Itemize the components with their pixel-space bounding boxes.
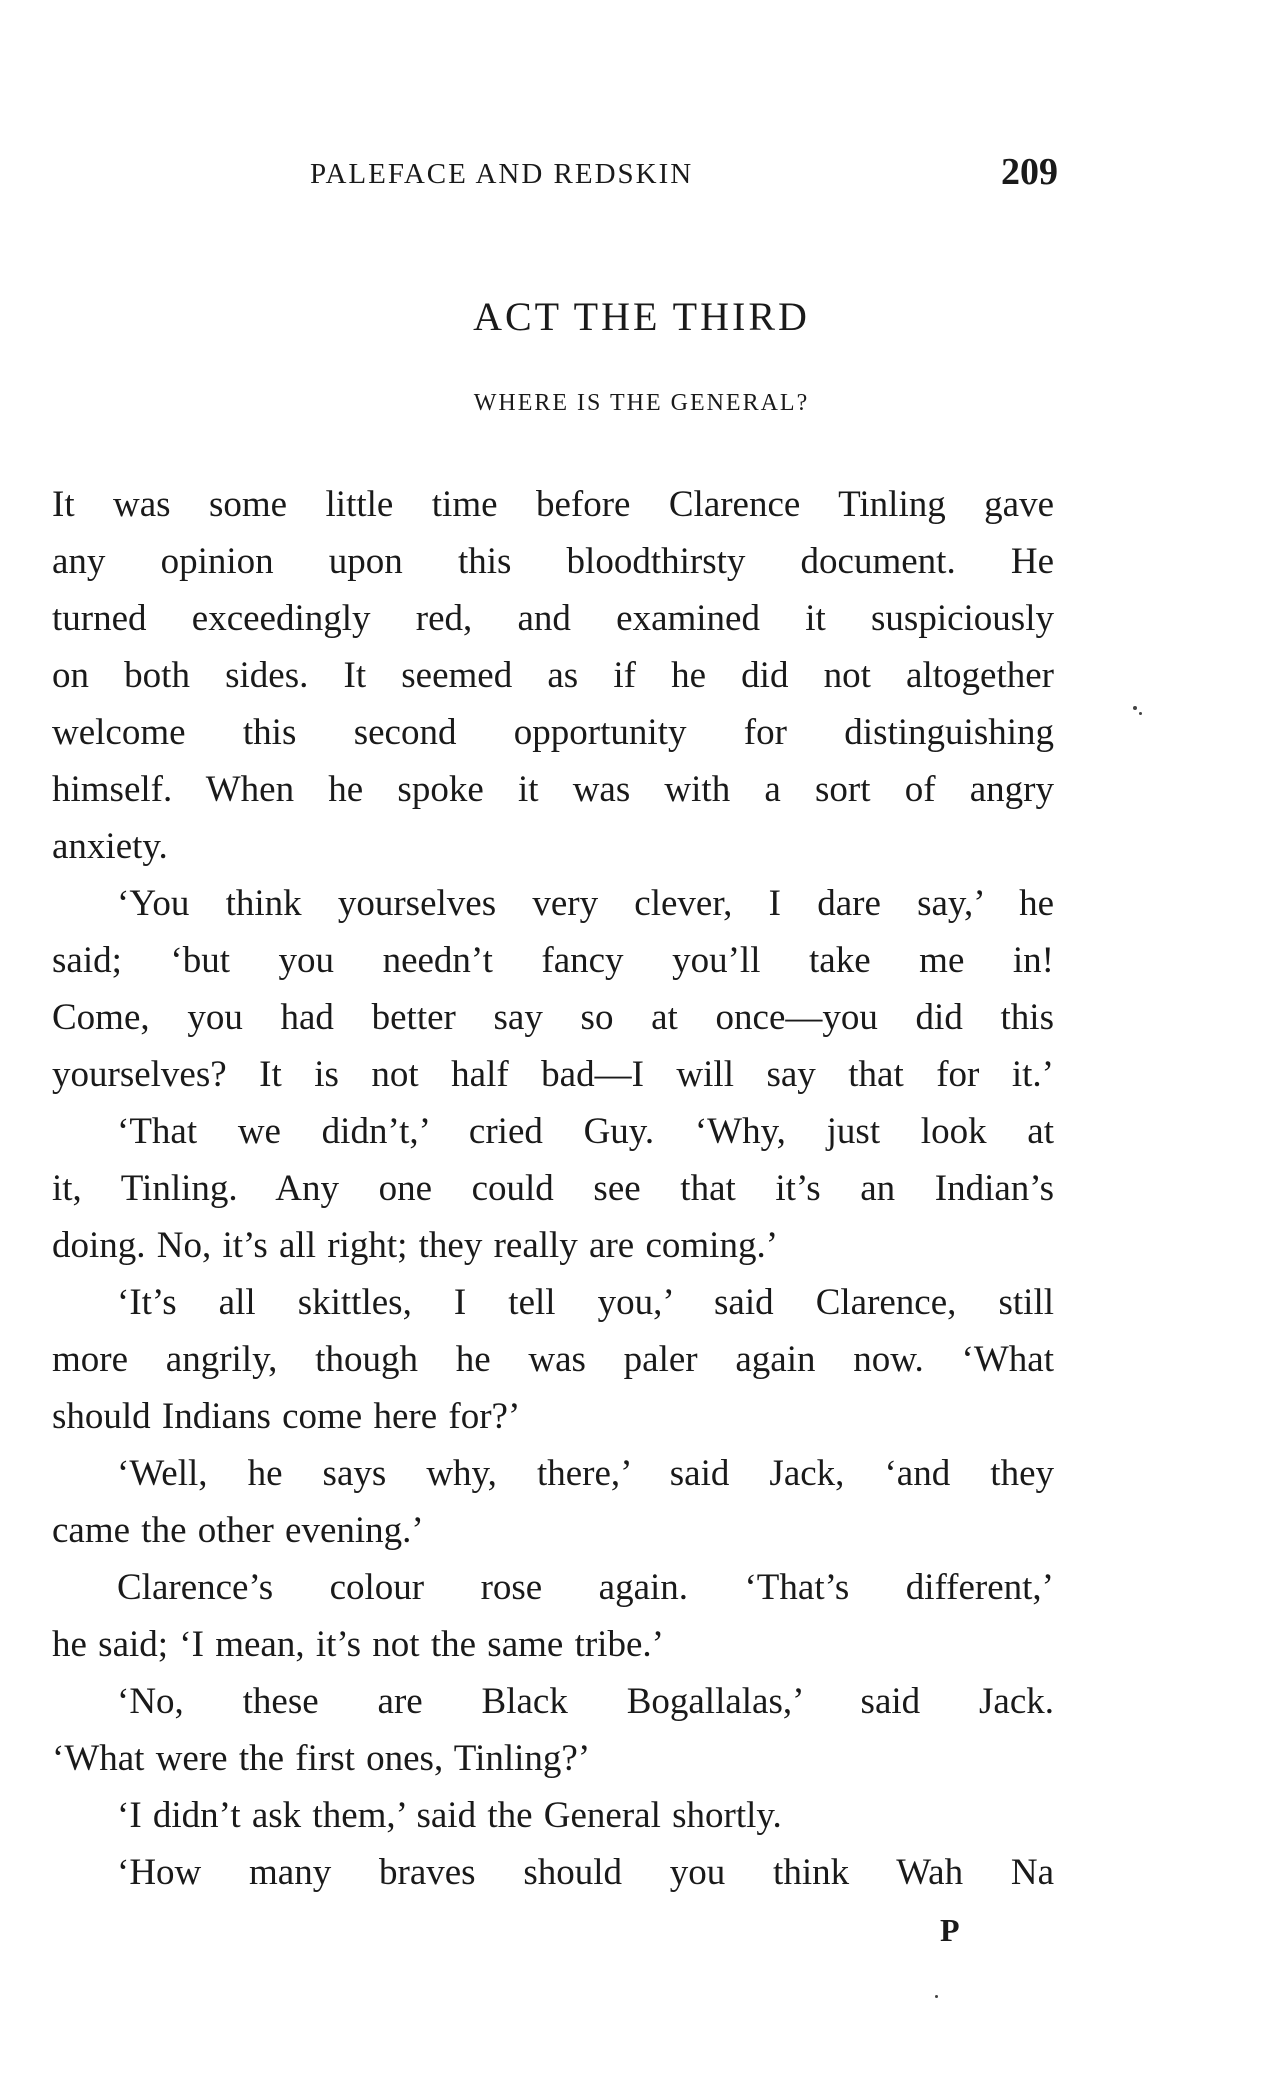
text-line: ‘I didn’t ask them,’ said the General shortly. (117, 1795, 782, 1836)
text-line: ‘What were the first ones, Tinling?’ (52, 1738, 591, 1779)
text-line: anxiety. (52, 826, 168, 867)
text-line: ‘How many braves should you think Wah Na (117, 1852, 1054, 1893)
body-text (52, 476, 1054, 1901)
text-line: any opinion upon this bloodthirsty document. He (52, 541, 1054, 582)
ink-speck (1139, 712, 1142, 715)
text-line: ‘It’s all skittles, I tell you,’ said Clarence, still (117, 1282, 1054, 1323)
running-title: PALEFACE AND REDSKIN (310, 158, 694, 190)
text-line: he said; ‘I mean, it’s not the same tribe.’ (52, 1624, 664, 1665)
text-line: Come, you had better say so at once—you did this (52, 997, 1054, 1038)
text-line: yourselves? It is not half bad—I will say that for it.’ (52, 1054, 1054, 1095)
text-line: welcome this second opportunity for distinguishing (52, 712, 1054, 753)
text-line: on both sides. It seemed as if he did not altogether (52, 655, 1054, 696)
text-line: It was some little time before Clarence Tinling gave (52, 484, 1054, 525)
page-number: 209 (1001, 151, 1058, 193)
text-line: ‘Well, he says why, there,’ said Jack, ‘and they (117, 1453, 1054, 1494)
ink-speck (1133, 706, 1137, 710)
text-line: himself. When he spoke it was with a sort of angry (52, 769, 1054, 810)
text-line: ‘No, these are Black Bogallalas,’ said Jack. (117, 1681, 1054, 1722)
ink-speck (935, 1995, 938, 1998)
act-title: ACT THE THIRD (473, 294, 810, 339)
text-line: more angrily, though he was paler again now. ‘What (52, 1339, 1054, 1380)
text-line: ‘You think yourselves very clever, I dare say,’ he (117, 883, 1054, 924)
text-line: turned exceedingly red, and examined it suspiciously (52, 598, 1054, 639)
signature-mark: P (940, 1912, 960, 1948)
text-line: ‘That we didn’t,’ cried Guy. ‘Why, just look at (117, 1111, 1054, 1152)
text-line: it, Tinling. Any one could see that it’s an Indian’s (52, 1168, 1054, 1209)
text-line: said; ‘but you needn’t fancy you’ll take me in! (52, 940, 1054, 981)
text-line: Clarence’s colour rose again. ‘That’s different,’ (117, 1567, 1054, 1608)
text-line: doing. No, it’s all right; they really are coming.’ (52, 1225, 779, 1266)
section-subtitle: WHERE IS THE GENERAL? (473, 390, 810, 416)
text-line: came the other evening.’ (52, 1510, 424, 1551)
text-line: should Indians come here for?’ (52, 1396, 521, 1437)
